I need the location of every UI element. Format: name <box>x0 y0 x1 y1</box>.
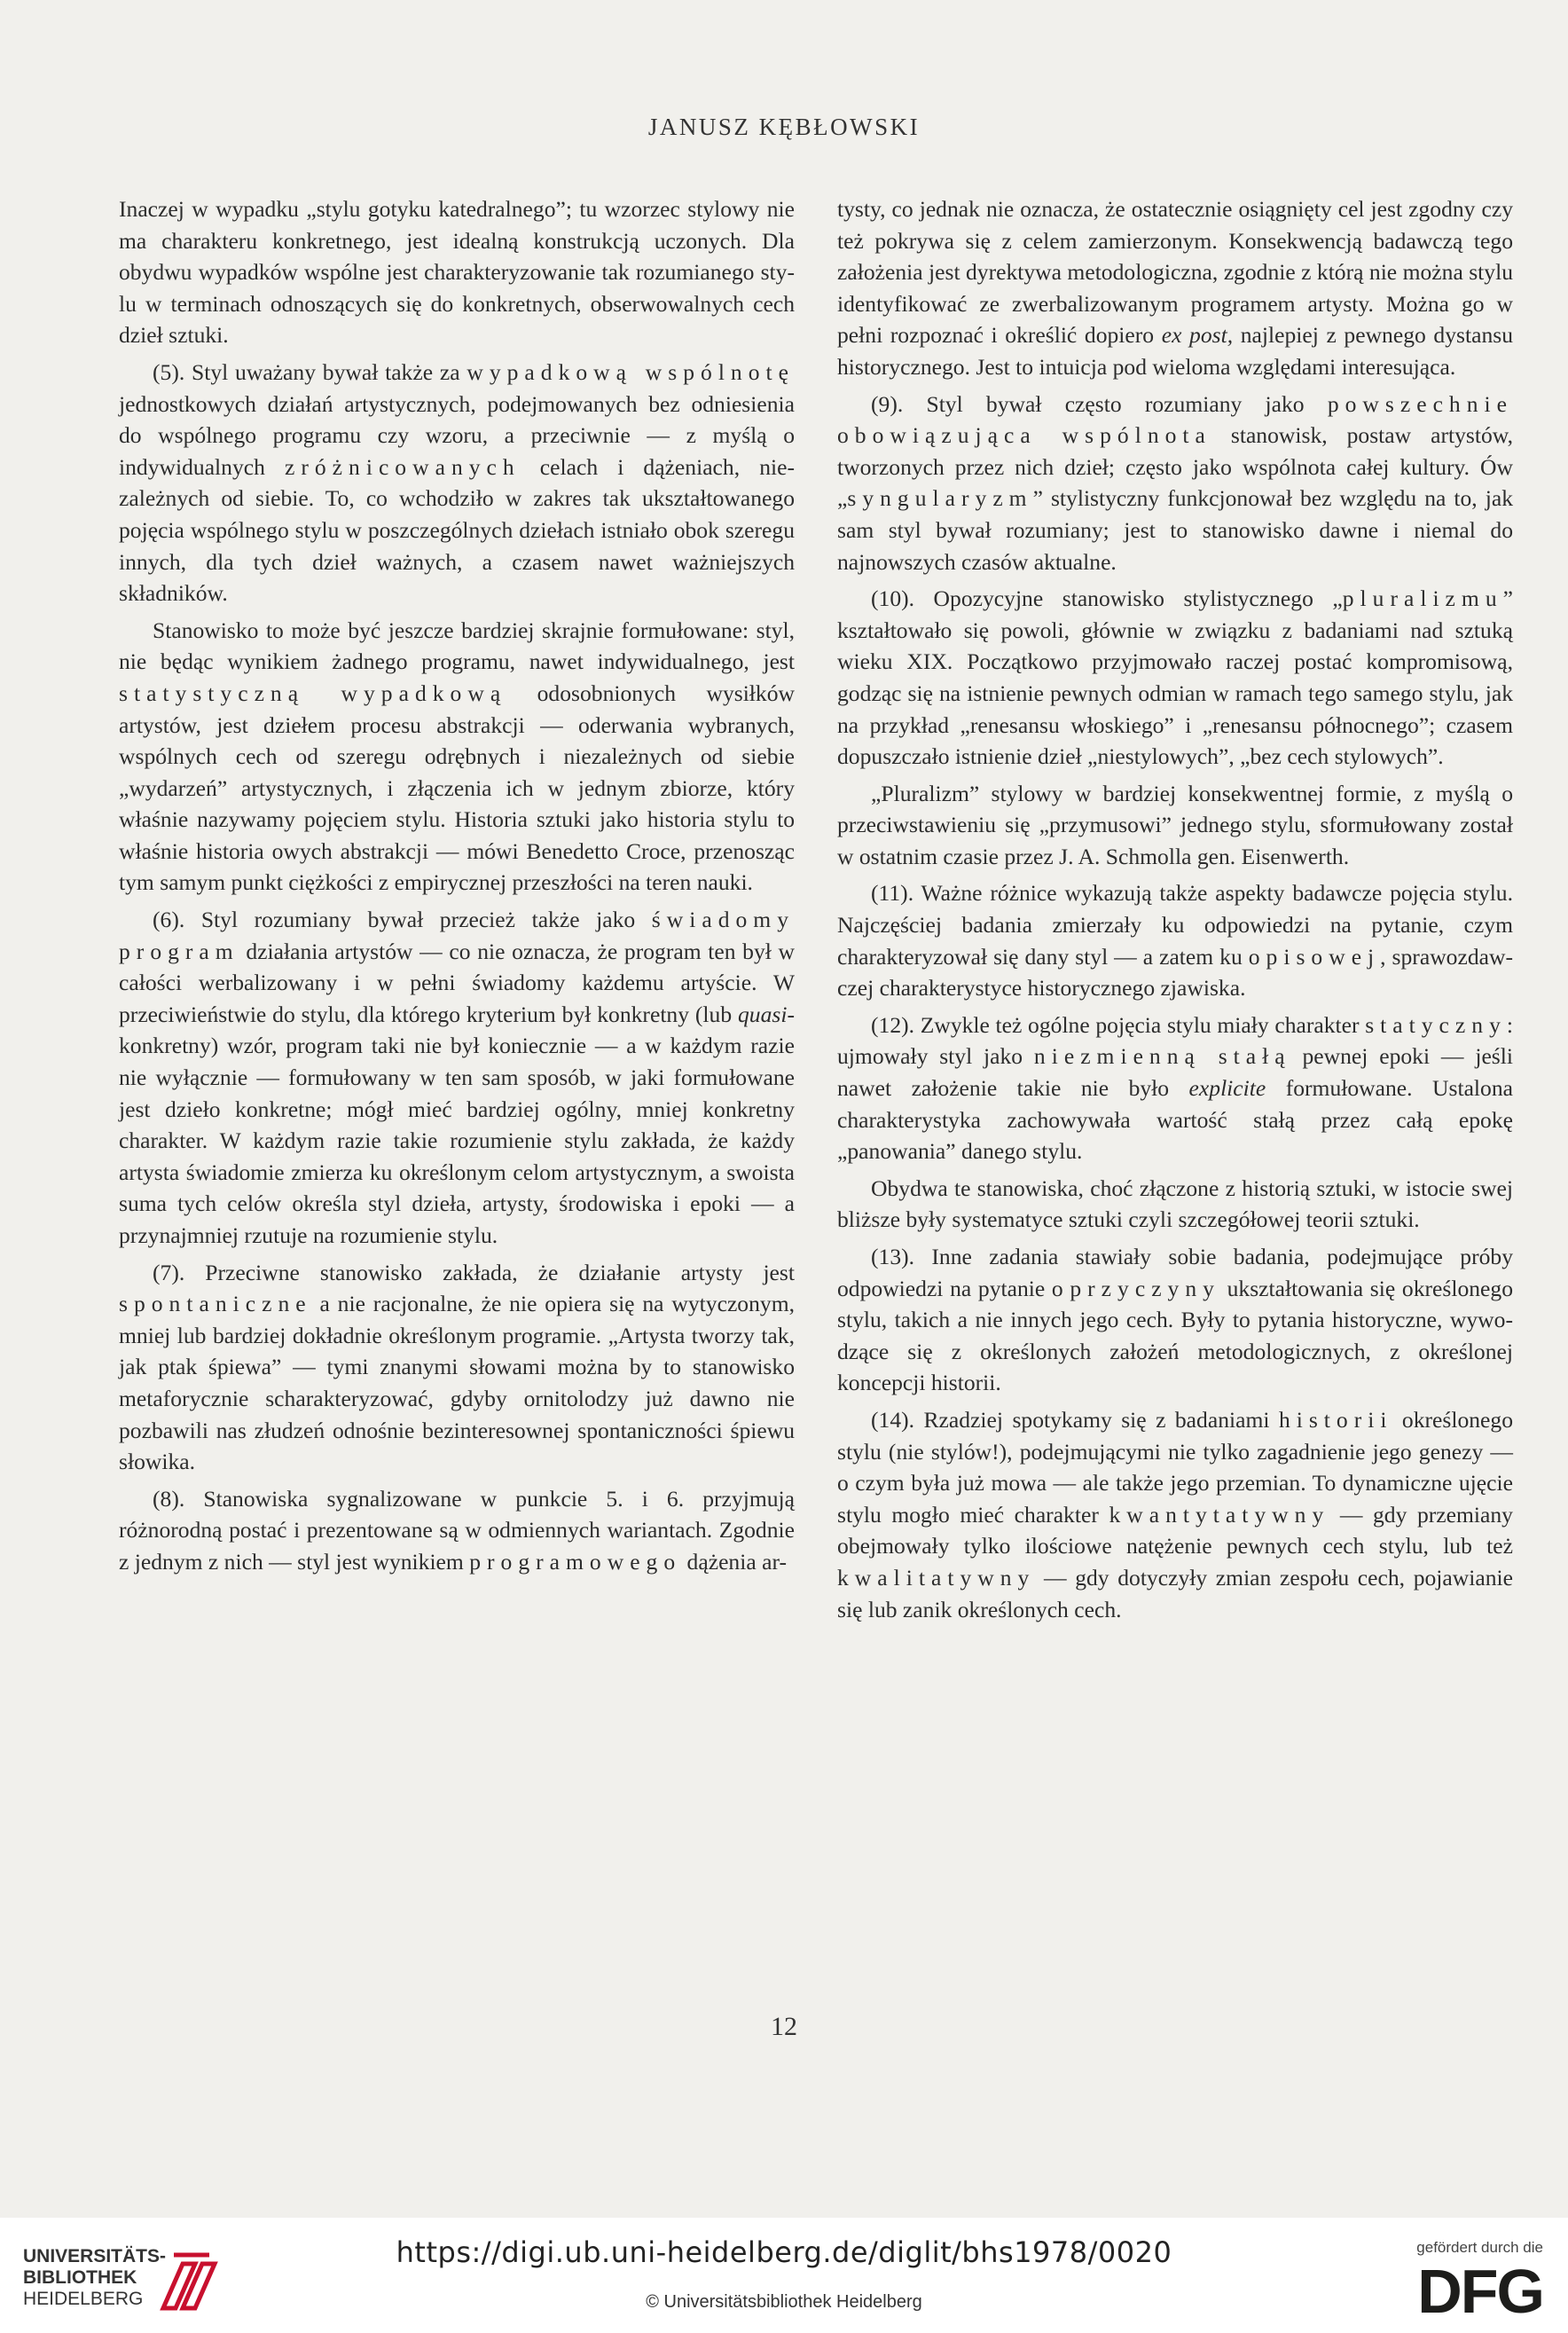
left-column <box>119 193 795 1583</box>
spaced-emphasis: statyczny <box>1365 1011 1507 1038</box>
running-head: JANUSZ KĘBŁOWSKI <box>647 114 921 140</box>
right-paragraph <box>837 1173 1513 1236</box>
left-paragraph <box>119 1257 795 1478</box>
spaced-emphasis: historii <box>1278 1406 1393 1433</box>
left-paragraph <box>119 357 795 609</box>
right-paragraph <box>837 778 1513 873</box>
spaced-emphasis: statystyczną wypadkową <box>119 679 507 706</box>
text-run: działania artystów — co nie oznacza, że program ten był w całości werbalizowany i w pełni świadomy każdemu artyście. W przeciwieństwie do stylu, dla którego kryterium był konkretny (lub <box>119 938 795 1027</box>
sponsor-caption: gefördert durch die <box>1416 2239 1543 2256</box>
right-column <box>837 193 1513 1630</box>
text-run: a nie racjonalne, że nie opiera się na wytyczonym, mniej lub bardziej dokładnie określonym programie. „Artysta tworzy tak, jak ptak śpiewa” — tymi znanymi słowami można by to stanowisko metaforycznie scharakteryzować, gdyby ornitolodzy już dawno nie pozbawili nas złudzeń odnośnie bezinteresownej spontaniczności śpiewu słowika. <box>119 1291 795 1475</box>
text-run: jednostkowych działań artystycznych, podejmowanych bez odniesienia do wspólnego programu czy wzoru, a przeciwnie — z myślą o indywidualnych <box>119 390 795 480</box>
text-run: ” stylistyczny funkcjonował bez względu na to, jak sam styl bywał rozumiany; jest to stanowisko dawne i niemal do najnowszych czasów aktualne. <box>837 485 1513 575</box>
text-run: tysty, co jednak nie oznacza, że ostatecznie osiągnięty cel jest zgodny czy też pokrywa się z celem zamierzonym. Konsekwencją badawczą tego założenia jest dyrektywa metodologiczna, zgodnie z którą nie można stylu identyfikować ze zwerbalizowanym programem artysty. Można go w pełni rozpoznać i określić dopiero <box>837 196 1513 349</box>
text-run: -konkretny) wzór, program taki nie był koniecznie — a w każdym razie nie wyłącznie — formułowany w ten sam sposób, w jaki formułowane jest dzieło konkretne; mógł mieć bardziej ogólny, mniej konkretny charakter. W każdym razie takie rozumienie stylu zakłada, że każdy artysta świadomie zmierza ku określonym celom artystycznym, a swoista suma tych celów określa styl dzieła, artysty, środowiska i epoki — a przynajmniej rzutuje na rozumienie stylu. <box>119 1001 795 1248</box>
text-run: ukształtowania się określonego stylu, takich a nie innych jego cech. Były to pytania historyczne, wywodzące się z określonych założeń metodologicznych, z określonej koncepcji historii. <box>837 1275 1513 1396</box>
library-name-line3: HEIDELBERG <box>23 2289 144 2309</box>
text-run: — gdy przemiany obejmowały tylko ilościowe natężenie pewnych cech stylu, lub też <box>837 1501 1513 1559</box>
text-run: pewnej epoki — jeśli nawet założenie takie nie było <box>837 1043 1513 1102</box>
text-run: (5). Styl uważany bywał także za <box>153 358 467 385</box>
spaced-emphasis: syngularyzm <box>847 485 1033 512</box>
spaced-emphasis: pluralizmu <box>1342 585 1503 612</box>
text-run: (11). Ważne różnice wykazują także aspekty badawcze pojęcia stylu. Najczęściej badania zmierzały ku odpowiedzi na pytanie, czym charakteryzował się dany styl — a zatem ku <box>837 880 1513 970</box>
left-paragraph <box>119 193 795 351</box>
text-run: Stanowisko to może być jeszcze bardziej skrajnie formułowane: styl, nie będąc wynikiem żadnego programu, nawet indywidualnego, jest <box>119 617 795 675</box>
spaced-emphasis: opisowej <box>1248 943 1381 970</box>
text-run: dążenia ar- <box>681 1548 787 1575</box>
right-paragraph <box>837 877 1513 1003</box>
text-run: najlepiej z pewnego dystansu historycznego. Jest to intuicja pod wieloma względami interesująca. <box>837 322 1513 380</box>
library-name-line1: UNIVERSITÄTS- <box>23 2246 167 2266</box>
dfg-logo-text: DFG <box>1417 2257 1543 2326</box>
spaced-emphasis: niezmienną stałą <box>1033 1043 1291 1070</box>
text-run: określonego stylu (nie stylów!), podejmującymi nie tylko zagadnienie jego genezy — o czym była już mowa — ale także jego przemian. To dynamiczne ujęcie stylu mogło mieć charakter <box>837 1406 1514 1528</box>
text-run: stanowisk, postaw artystów, tworzonych przez nich dzieł; często jako wspólnota całej kultury. Ów „ <box>837 422 1513 512</box>
text-run: celach i dążeniach, niezależnych od siebie. To, co wchodziło w zakres tak ukształtowanego pojęcia wspólnego stylu w poszczególnych dziełach istniało obok szeregu innych, dla tych dzieł ważnych, a czasem nawet ważniejszych składników. <box>119 453 795 607</box>
spaced-emphasis: kwalitatywny <box>837 1564 1036 1591</box>
text-run: (6). Styl rozumiany bywał przecież także jako <box>153 907 652 933</box>
italic-text: ex post, <box>1161 322 1234 349</box>
text-run: odosobnionych wysiłków artystów, jest dziełem procesu abstrakcji — oderwania wybranych, wspólnych cech od szeregu odrębnych i niezależnych od siebie „wydarzeń” artystycznych, i złączenia ich w jednym zbiorze, który właśnie nazywamy pojęciem stylu. Historia sztuki jako historia stylu to właśnie historia owych abstrakcji — mówi Benedetto Croce, przenosząc tym samym punkt ciężkości z empirycznej przeszłości na teren nauki. <box>119 679 795 896</box>
right-paragraph <box>837 583 1513 773</box>
sponsor-logo[interactable] <box>1401 2239 1543 2324</box>
text-run: Inaczej w wypadku „stylu gotyku katedralnego”; tu wzorzec stylowy nie ma charakteru konkretnego, jest idealną konstrukcją uczonych. Dla obydwu wypadków wspólne jest charakteryzowanie tak rozumianego stylu w terminach odnoszących się do konkretnych, obserwowalnych cech dzieł sztuki. <box>119 196 795 349</box>
text-run: ” kształtowało się powoli, głównie w związku z badaniami nad sztuką wieku XIX. Początkowo przyjmowało raczej postać kompromisową, godząc się na istnienie pewnych odmian w ramach tego samego stylu, jak na przykład „renesansu włoskiego” i „renesansu północnego”; czasem dopuszczało istnienie dzieł „niestylowych”, „bez cech stylowych”. <box>837 585 1513 770</box>
text-run: , sprawozdawczej charakterystyce historycznego zjawiska. <box>837 943 1514 1002</box>
right-paragraph <box>837 1404 1513 1625</box>
text-run: (12). Zwykle też ogólne pojęcia stylu miały charakter <box>871 1011 1366 1038</box>
viewer-footer <box>0 2218 1568 2333</box>
text-run: formułowane. Ustalona charakterystyka zachowywała wartość stałą przez całą epokę „panowania” danego stylu. <box>837 1075 1513 1165</box>
spaced-emphasis: powszechnie obowiązująca wspólnota <box>837 390 1513 449</box>
library-name-line2: BIBLIOTHEK <box>23 2267 137 2288</box>
page-number: 12 <box>771 2012 797 2041</box>
text-run: Obydwa te stanowiska, choć złączone z historią sztuki, w istocie swej bliższe były systematyce sztuki czyli szczegółowej teorii sztuki. <box>837 1174 1513 1233</box>
copyright-notice: © Universitätsbibliothek Heidelberg <box>646 2292 922 2312</box>
right-paragraph <box>837 1241 1513 1399</box>
spaced-emphasis: zróżnicowanych <box>285 453 521 480</box>
spaced-emphasis: przyczyny <box>1070 1275 1220 1301</box>
right-paragraph <box>837 1009 1513 1167</box>
text-run: (10). Opozycyjne stanowisko stylistycznego „ <box>871 585 1343 612</box>
spaced-emphasis: spontaniczne <box>119 1291 312 1317</box>
italic-text: explicite <box>1188 1075 1266 1102</box>
text-run: (8). Stanowiska sygnalizowane w punkcie 5. i 6. przyjmują różnorodną postać i prezentowane są w odmiennych wariantach. Zgodnie z jednym z nich — styl jest wynikiem <box>119 1485 795 1575</box>
text-run: „Pluralizm” stylowy w bardziej konsekwentnej formie, z myślą o przeciwstawieniu się „przymusowi” jednego stylu, sformułowany został w ostatnim czasie przez J. A. Schmolla gen. Eisenwerth. <box>837 780 1513 869</box>
right-paragraph <box>837 193 1513 383</box>
spaced-emphasis: kwantytatywny <box>1109 1501 1330 1528</box>
text-run: : ujmowały styl jako <box>837 1011 1513 1070</box>
left-paragraph <box>119 1483 795 1578</box>
left-paragraph <box>119 615 795 899</box>
text-run: (7). Przeciwne stanowisko zakłada, że działanie artysty jest <box>153 1259 795 1285</box>
text-run: (14). Rzadziej spotykamy się z badaniami <box>871 1406 1279 1433</box>
italic-text: quasi <box>738 1001 788 1027</box>
permalink-url[interactable]: https://digi.ub.uni-heidelberg.de/diglit/bhs1978/0020 <box>396 2235 1172 2269</box>
spaced-emphasis: wypadkową wspólnotę <box>466 358 795 385</box>
right-paragraph <box>837 389 1513 578</box>
text-run: (13). Inne zadania stawiały sobie badania, podejmujące próby odpowiedzi na pytanie o <box>837 1244 1513 1301</box>
left-paragraph <box>119 904 795 1252</box>
text-run: (9). Styl bywał często rozumiany jako <box>871 390 1328 417</box>
text-run: — gdy dotyczyły zmian zespołu cech, pojawianie się lub zanik określonych cech. <box>837 1564 1513 1622</box>
spaced-emphasis: programowego <box>469 1548 682 1575</box>
spaced-emphasis: świadomy program <box>119 907 795 964</box>
